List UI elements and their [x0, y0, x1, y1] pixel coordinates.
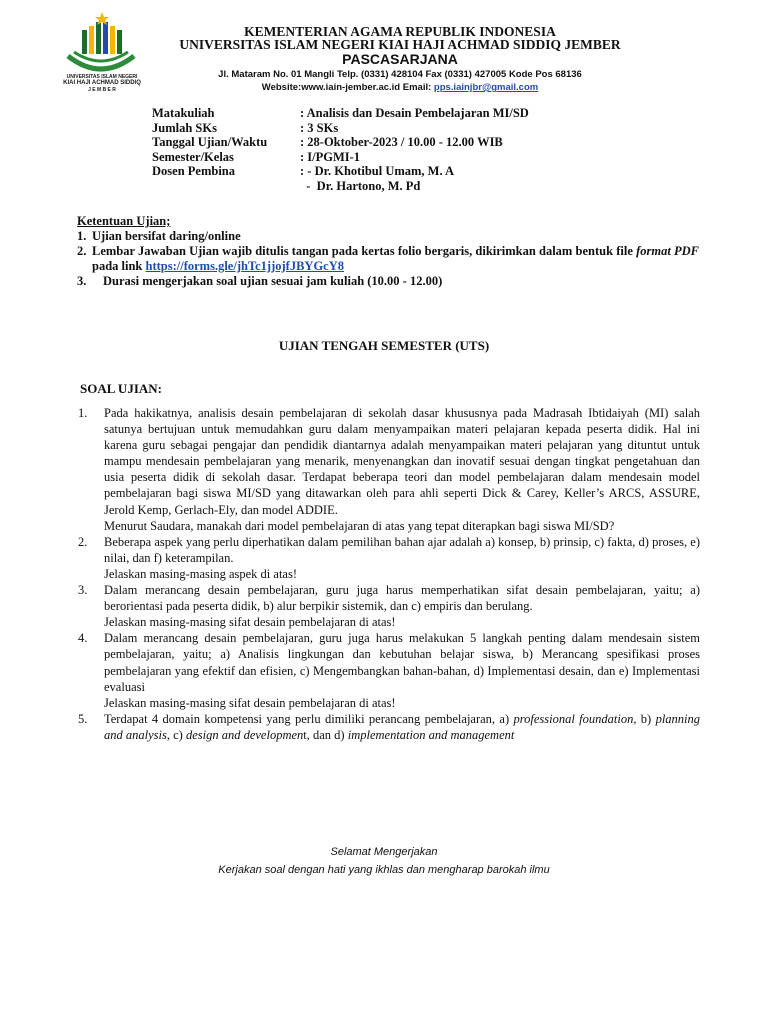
- question-paragraph: Jelaskan masing-masing aspek di atas!: [104, 566, 298, 581]
- info-row: [152, 150, 529, 165]
- rule-number: 2.: [77, 244, 87, 258]
- question-text: [104, 711, 700, 743]
- question-paragraph: Jelaskan masing-masing sifat desain pembelajaran di atas!: [104, 695, 396, 710]
- rule-text: Ujian bersifat daring/online: [92, 229, 241, 243]
- submission-form-link[interactable]: https://forms.gle/jhTc1jjojfJBYGcY8: [145, 259, 344, 273]
- question-list: [78, 405, 700, 743]
- info-label: Matakuliah: [152, 106, 215, 120]
- info-label: [152, 179, 300, 194]
- info-row: [152, 179, 529, 194]
- info-value: : Analisis dan Desain Pembelajaran MI/SD: [300, 106, 529, 120]
- logo-caption-top: UNIVERSITAS ISLAM NEGERI: [66, 74, 138, 80]
- info-label: Tanggal Ujian/Waktu: [152, 135, 268, 149]
- question-number: 5.: [78, 711, 88, 726]
- question-text: [104, 630, 700, 710]
- info-row: [152, 164, 529, 179]
- q5-italic: professional foundation,: [513, 711, 637, 726]
- info-value: : 28-Oktober-2023 / 10.00 - 12.00 WIB: [300, 135, 503, 149]
- logo-caption-bottom: J E M B E R: [88, 87, 116, 93]
- header-address: Jl. Mataram No. 01 Mangli Telp. (0331) 428104 Fax (0331) 427005 Kode Pos 68136: [218, 69, 582, 80]
- question-item: [78, 405, 700, 534]
- q5-part: t, dan d): [303, 727, 348, 742]
- header-university: UNIVERSITAS ISLAM NEGERI KIAI HAJI ACHMAD SIDDIQ JEMBER: [179, 37, 621, 52]
- question-item: [78, 582, 700, 630]
- logo-caption-mid: KIAI HAJI ACHMAD SIDDIQ: [63, 80, 141, 86]
- info-row: [152, 106, 529, 121]
- header-ministry: KEMENTERIAN AGAMA REPUBLIK INDONESIA: [244, 24, 556, 39]
- info-value: : 3 SKs: [300, 120, 339, 135]
- header-website: Website:www.iain-jember.ac.id Email:: [261, 82, 434, 93]
- question-paragraph: Pada hakikatnya, analisis desain pembelajaran di sekolah dasar khususnya pada Madrasah Ibtidaiyah (MI) salah satunya bertujuan untuk memudahkan guru dalam menyampaikan materi pelajaran kepada peserta didik. Hal ini karena guru sebagai pengajar dan pendidik diantarnya adalah menyampaikan materi pelajaran yang dituntut untuk mampu mendesain pembelajaran yang menarik, menyenangkan dan inovatif sesuai dengan tingkat pengetahuan dan usia peserta didik di sekolah dasar. Terdapat beberapa teori dan model pembelajaran dalam mendesain model pembelajaran bagi siswa MI/SD yang ditawarkan oleh para ahli seperti Dick & Carey, Keller’s ARCS, ASSURE, Jerold Kemp, Gerlach-Ely, dan model ADDIE.: [104, 406, 700, 517]
- info-label: Dosen Pembina: [152, 164, 235, 178]
- rules-title: Ketentuan Ujian;: [77, 214, 171, 228]
- question-text: [104, 534, 700, 582]
- question-paragraph: Beberapa aspek yang perlu diperhatikan dalam pemilihan bahan ajar adalah a) konsep, b) prinsip, c) fakta, d) proses, e) nilai, dan f) keterampilan.: [104, 534, 700, 565]
- question-paragraph: Jelaskan masing-masing sifat desain pembelajaran di atas!: [104, 615, 396, 630]
- q5-italic: planning and analysis: [104, 711, 701, 742]
- closing-greeting: Selamat Mengerjakan: [330, 846, 438, 858]
- rule-number: 3.: [77, 274, 87, 288]
- info-value: : - Dr. Khotibul Umam, M. A: [300, 164, 455, 178]
- q5-part: Terdapat 4 domain kompetensi yang perlu dimiliki perancang pembelajaran, a): [104, 711, 514, 726]
- info-row: [152, 121, 529, 136]
- info-value: - Dr. Hartono, M. Pd: [300, 178, 421, 193]
- question-paragraph: Menurut Saudara, manakah dari model pembelajaran di atas yang tepat diterapkan bagi siswa MI/SD?: [104, 518, 615, 533]
- question-number: 2.: [78, 534, 88, 549]
- info-label: Semester/Kelas: [152, 149, 234, 164]
- rule-text-part: Lembar Jawaban Ujian wajib ditulis tangan pada kertas folio bergaris, dikirimkan dalam bentuk file: [92, 244, 637, 258]
- q5-italic: design and developmen: [185, 727, 304, 742]
- question-paragraph: [104, 711, 700, 743]
- rule-number: 1.: [77, 229, 87, 243]
- rule-item: [77, 274, 699, 289]
- question-item: [78, 534, 700, 582]
- closing-message: Kerjakan soal dengan hati yang ikhlas dan mengharap barokah ilmu: [218, 864, 550, 876]
- question-number: 1.: [78, 406, 88, 420]
- questions-heading: SOAL UJIAN:: [80, 381, 162, 396]
- info-label: Jumlah SKs: [152, 120, 217, 135]
- question-paragraph: Dalam merancang desain pembelajaran, guru juga harus memperhatikan sifat desain pembelajaran, yaitu; a) berorientasi pada peserta didik, b) alur berpikir sistemik, dan c) empiris dan berulang.: [104, 583, 700, 614]
- rule-text: [88, 244, 699, 274]
- header-contact: [150, 82, 650, 93]
- info-value: : I/PGMI-1: [300, 149, 361, 164]
- rule-text: Durasi mengerjakan soal ujian sesuai jam kuliah (10.00 - 12.00): [103, 274, 443, 288]
- exam-title: UJIAN TENGAH SEMESTER (UTS): [278, 338, 490, 353]
- logo-caption: [54, 74, 150, 93]
- exam-info-table: [152, 106, 529, 193]
- rule-text-part: pada link: [92, 259, 146, 273]
- question-text: [104, 405, 700, 534]
- question-paragraph: Dalam merancang desain pembelajaran, guru juga harus melakukan 5 langkah penting dalam mendesain sistem pembelajaran, yaitu; a) Analisis lingkungan dan kebutuhan belajar siswa, b) Merancang spesifikasi proses pembelajaran yang efektif dan efisien, c) Mengembangkan bahan-bahan, d) Implementasi desain, dan e) Implementasi evaluasi: [104, 631, 700, 694]
- question-item: [78, 711, 700, 743]
- question-number: 4.: [78, 631, 88, 646]
- rule-item: [77, 244, 699, 274]
- header-faculty: PASCASARJANA: [342, 51, 458, 67]
- question-text: [104, 582, 700, 630]
- rule-text-italic: format PDF: [636, 244, 699, 258]
- exam-rules: [77, 214, 699, 289]
- header-email-link[interactable]: pps.iainjbr@gmail.com: [433, 82, 539, 93]
- info-row: [152, 135, 529, 150]
- q5-part: b): [636, 711, 656, 726]
- question-item: [78, 630, 700, 710]
- rule-item: [77, 229, 699, 244]
- question-number: 3.: [78, 583, 88, 598]
- q5-italic: implementation and management: [347, 727, 515, 742]
- q5-part: , c): [166, 727, 186, 742]
